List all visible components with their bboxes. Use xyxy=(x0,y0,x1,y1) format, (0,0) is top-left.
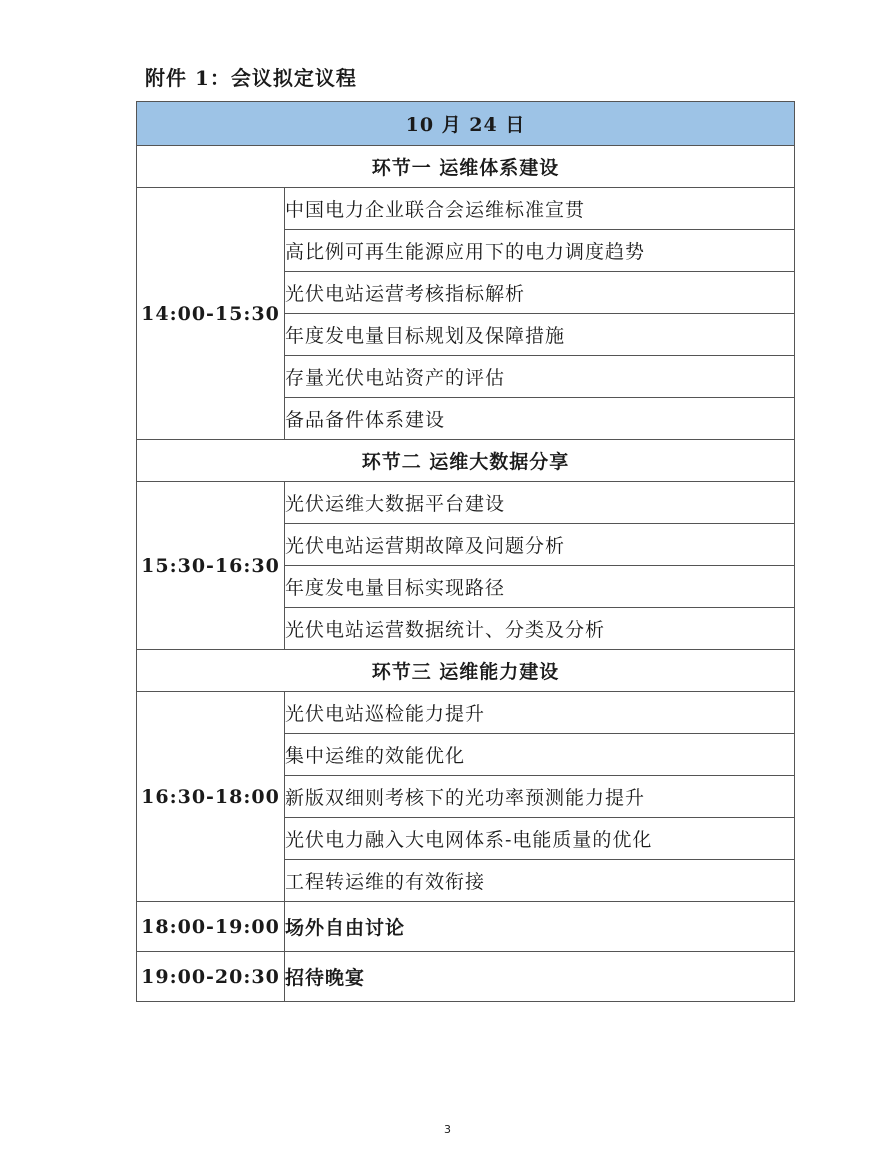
table-row xyxy=(137,482,795,524)
time-slot: 16:30-18:00 xyxy=(137,692,285,902)
topic-item: 存量光伏电站资产的评估 xyxy=(285,356,795,398)
date-row xyxy=(137,102,795,146)
topic-item: 年度发电量目标实现路径 xyxy=(285,566,795,608)
document-title: 附件 1：会议拟定议程 xyxy=(145,66,357,90)
topic-item: 光伏电力融入大电网体系-电能质量的优化 xyxy=(285,818,795,860)
topic-item: 光伏运维大数据平台建设 xyxy=(285,482,795,524)
table-row xyxy=(137,952,795,1002)
section-title: 环节三 运维能力建设 xyxy=(137,650,795,692)
topic-item: 集中运维的效能优化 xyxy=(285,734,795,776)
section-title: 环节一 运维体系建设 xyxy=(137,146,795,188)
topic-item: 工程转运维的有效衔接 xyxy=(285,860,795,902)
section-row xyxy=(137,440,795,482)
topic-item: 光伏电站运营数据统计、分类及分析 xyxy=(285,608,795,650)
table-row xyxy=(137,902,795,952)
topic-item: 光伏电站运营考核指标解析 xyxy=(285,272,795,314)
time-slot: 19:00-20:30 xyxy=(137,952,285,1002)
topic-item: 光伏电站运营期故障及问题分析 xyxy=(285,524,795,566)
time-slot: 18:00-19:00 xyxy=(137,902,285,952)
topic-item: 备品备件体系建设 xyxy=(285,398,795,440)
section-row xyxy=(137,650,795,692)
page-number: 3 xyxy=(444,1123,451,1136)
section-title: 环节二 运维大数据分享 xyxy=(137,440,795,482)
time-slot: 15:30-16:30 xyxy=(137,482,285,650)
topic-item: 场外自由讨论 xyxy=(285,902,795,952)
topic-item: 年度发电量目标规划及保障措施 xyxy=(285,314,795,356)
table-row xyxy=(137,692,795,734)
table-row xyxy=(137,188,795,230)
topic-item: 新版双细则考核下的光功率预测能力提升 xyxy=(285,776,795,818)
topic-item: 高比例可再生能源应用下的电力调度趋势 xyxy=(285,230,795,272)
topic-item: 光伏电站巡检能力提升 xyxy=(285,692,795,734)
date-header: 10 月 24 日 xyxy=(137,102,795,146)
section-row xyxy=(137,146,795,188)
time-slot: 14:00-15:30 xyxy=(137,188,285,440)
agenda-table xyxy=(136,101,795,1002)
topic-item: 招待晚宴 xyxy=(285,952,795,1002)
topic-item: 中国电力企业联合会运维标准宣贯 xyxy=(285,188,795,230)
